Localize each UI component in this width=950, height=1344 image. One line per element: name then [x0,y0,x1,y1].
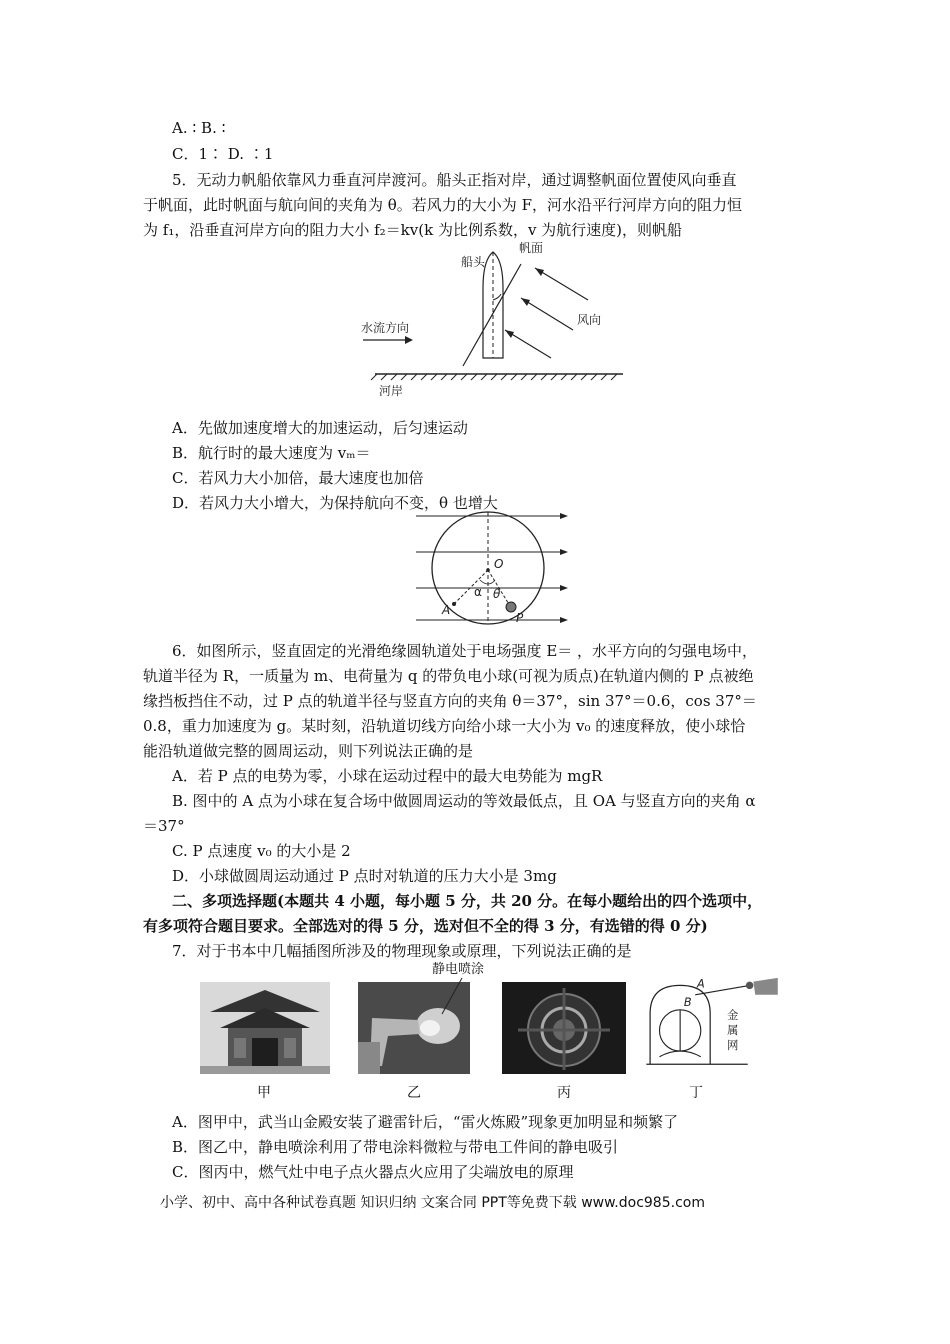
q6-circle-figure [414,508,572,630]
bow-label: 船头 [461,255,486,269]
sail-label: 帆面 [519,241,544,255]
mesh-label-3: 网 [727,1039,739,1053]
section2-heading-2: 有多项符合题目要求。全部选对的得 5 分，选对但不全的得 3 分，有选错的得 0 分) [143,917,708,935]
mesh-label-2: 属 [727,1024,739,1038]
q6-stem-line-1: 6．如图所示，竖直固定的光滑绝缘圆轨道处于电场强度 E＝ ，水平方向的匀强电场中， [172,642,758,660]
q5-sailboat-figure [355,238,630,400]
q5-option-d: D．若风力大小增大，为保持航向不变，θ 也增大 [172,494,498,512]
q7-option-a: A．图甲中，武当山金殿安装了避雷针后，“雷火炼殿”现象更加明显和频繁了 [172,1113,679,1131]
section2-heading-1: 二、多项选择题(本题共 4 小题，每小题 5 分，共 20 分。在每小题给出的四个选项中， [172,892,763,910]
caption-yi: 乙 [407,1085,421,1101]
label-alpha: α [474,585,482,599]
q4-options-cd: C．1∶ D. ∶1 [172,145,274,163]
ding-label-b: B [683,996,692,1010]
caption-jia: 甲 [257,1085,271,1101]
q6-stem-line-5: 能沿轨道做完整的圆周运动，则下列说法正确的是 [143,742,474,760]
q5-option-a: A．先做加速度增大的加速运动，后匀速运动 [172,419,468,437]
q7-option-b: B．图乙中，静电喷涂利用了带电涂料微粒与带电工件间的静电吸引 [172,1138,619,1156]
q6-option-d: D．小球做圆周运动通过 P 点时对轨道的压力大小是 3mg [172,867,557,885]
caption-bing: 丙 [557,1085,571,1101]
caption-ding: 丁 [689,1085,703,1101]
q6-stem-line-3: 缘挡板挡住不动，过 P 点的轨道半径与竖直方向的夹角 θ＝37°，sin 37°＝0.6，cos 37°＝ [143,692,757,710]
q6-option-c: C. P 点速度 v₀ 的大小是 2 [172,842,351,860]
q5-stem-line-2: 于帆面，此时帆面与航向间的夹角为 θ。若风力的大小为 F，河水沿平行河岸方向的阻力恒 [143,196,742,214]
label-o: O [494,557,504,571]
q5-stem-line-1: 5．无动力帆船依靠风力垂直河岸渡河。船头正指对岸，通过调整帆面位置使风向垂直 [172,171,737,189]
q6-stem-line-2: 轨道半径为 R，一质量为 m、电荷量为 q 的带负电小球(可视为质点)在轨道内侧的 P 点被绝 [143,667,754,685]
label-theta: θ [493,587,501,601]
q6-option-b-cont: ＝37° [143,817,185,835]
photo-jia-golden-hall [200,982,330,1074]
q7-stem: 7．对于书本中几幅插图所涉及的物理现象或原理，下列说法正确的是 [172,942,632,960]
photo-bing-gas-stove [502,982,626,1074]
q6-option-b: B. 图中的 A 点为小球在复合场中做圆周运动的等效最低点，且 OA 与竖直方向的夹角 α [172,792,756,810]
mesh-label-1: 金 [727,1009,739,1023]
q5-stem-line-3: 为 f₁，沿垂直河岸方向的阻力大小 f₂＝kv(k 为比例系数，v 为航行速度)，则帆船 [143,221,683,239]
q4-options-ab: A. ∶ B. ∶ [172,119,226,137]
label-p: P [516,611,524,625]
label-a: A [442,603,451,617]
flow-label: 水流方向 [361,321,410,335]
photo-ding-faraday-cage [640,976,786,1068]
bank-label: 河岸 [379,384,404,398]
spray-label: 静电喷涂 [432,962,485,977]
ding-label-a: A [697,977,705,991]
q7-option-c: C．图丙中，燃气灶中电子点火器点火应用了尖端放电的原理 [172,1163,574,1181]
wind-label: 风向 [577,313,602,327]
q6-stem-line-4: 0.8，重力加速度为 g。某时刻，沿轨道切线方向给小球一大小为 v₀ 的速度释放，使小球恰 [143,717,746,735]
page-footer: 小学、初中、高中各种试卷真题 知识归纳 文案合同 PPT等免费下载 www.doc985.com [160,1195,705,1211]
q5-option-c: C．若风力大小加倍，最大速度也加倍 [172,469,424,487]
q6-option-a: A．若 P 点的电势为零，小球在运动过程中的最大电势能为 mgR [172,767,603,785]
spray-pointer-line [430,976,470,1016]
q5-option-b: B．航行时的最大速度为 vₘ＝ [172,444,371,462]
